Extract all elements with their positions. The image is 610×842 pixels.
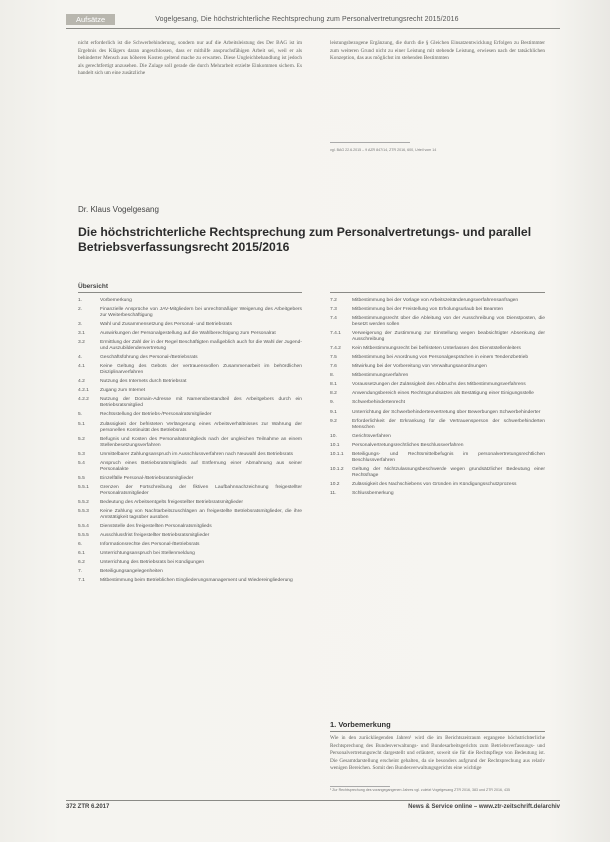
toc-entry — [330, 400, 545, 406]
toc-entry-title: Nutzung des Internets durch Betriebsrat — [100, 379, 187, 385]
toc-entry-number: 2. — [78, 307, 83, 313]
toc-entry-number: 5.5 — [78, 475, 85, 481]
toc-entry-title: Nutzung der Domain-Adresse mit Namensbestandteil des Arbeitgebers durch ein Betriebsratsmitglied — [100, 397, 302, 409]
toc-entry-title: Unterrichtung des Betriebsrats bei Kündigungen — [100, 560, 205, 566]
toc-entry — [330, 373, 545, 379]
toc-entry-number: 5.4 — [78, 460, 85, 466]
toc-entry-title: Keine Zahlung von Nachtarbeitszuschlägen an freigestellte Betriebsratsmitglieder, die ihre Amtstätigkeit tagsüber ausüben — [100, 508, 302, 520]
top-right-column — [330, 40, 545, 124]
section-rule — [330, 731, 545, 732]
toc-entry-number: 5.2 — [78, 436, 85, 442]
toc-entry-number: 10.1 — [330, 442, 340, 448]
toc-entry-number: 7. — [78, 569, 83, 575]
running-header — [66, 12, 560, 26]
toc-entry-title: Bedeutung des Arbeitsentgelts freigestellter Betriebsratsmitglieder — [100, 499, 243, 505]
toc-entry-number: 4.2.1 — [78, 388, 89, 394]
toc-entry-title: Informationsrechte des Personal-/Betriebsrats — [100, 541, 200, 547]
toc-entry — [330, 482, 545, 488]
toc-entry-number: 6.1 — [78, 551, 85, 557]
toc-entry — [330, 346, 545, 352]
toc-entry-number: 10.1.1 — [330, 451, 344, 457]
section-heading: 1. Vorbemerkung — [330, 720, 391, 729]
section-text: Wie in den zurückliegenden Jahren¹ wird die im Berichtszeitraum ergangene höchstrichterliche Rechtsprechung des Bundesverwaltungs- und Bundesarbeitsgerichts zum Betriebsverfassungs- und Personalvertretungsrecht dargestellt und erläutert, soweit sie für die Rechtspflege von Bedeutung ist. Die Gesamtdarstellung erscheint gehalten, da sie besonders aufgrund der Rechtsprechung aus relativ wenigen Bereichen. Somit den Bundesverwaltungsgerichts eine wichtige — [330, 735, 545, 772]
toc-entry — [78, 578, 302, 584]
toc-entry-title: Unterrichtungsanspruch bei Stellenmeldung — [100, 551, 195, 557]
toc-entry — [78, 542, 302, 548]
toc-entry-number: 7.2 — [330, 298, 337, 303]
toc-entry-title: Befugnis und Kosten des Personalratsmitglieds nach der ungleichen Teilnahme an einem Stellenbesetzungsverfahren — [100, 436, 302, 448]
toc-entry — [78, 364, 302, 376]
page-footer — [66, 804, 560, 810]
toc-entry-title: Beteiligungsangelegenheiten — [100, 569, 163, 575]
toc-entry-number: 4.2.2 — [78, 397, 89, 403]
toc-entry-title: Schlussbemerkung — [352, 490, 394, 496]
toc-entry — [330, 316, 545, 328]
toc-entry — [78, 551, 302, 557]
toc-entry-title: Kein Mitbestimmungsrecht bei befristeten Unterlassen des Dienststellenleiters — [352, 346, 521, 352]
toc-entry-title: Wahl und Zusammensetzung des Personal- und Betriebsrats — [100, 322, 232, 328]
toc-entry — [78, 569, 302, 575]
toc-entry-title: Zulässigkeit des Nachschiebens von Gründen im Kündigungsschutzprozess — [352, 481, 517, 487]
toc-entry — [330, 391, 545, 397]
toc-entry — [330, 382, 545, 388]
toc-entry-title: Anwendungsbereich eines Rechtsgrundsatzes als Bestätigung einer Einigungsstelle — [352, 391, 534, 397]
toc-entry — [78, 485, 302, 497]
toc-entry — [330, 364, 545, 370]
toc-entry — [330, 434, 545, 440]
toc-entry-number: 5.5.4 — [78, 523, 89, 529]
toc-entry — [78, 476, 302, 482]
toc-entry — [78, 452, 302, 458]
toc-entry — [78, 500, 302, 506]
toc-entry — [78, 322, 302, 328]
toc-entry-number: 5.5.3 — [78, 508, 89, 514]
toc-entry-title: Mitbestimmung bei der Vorlage von Arbeitszeitänderungsverfahrensanfragen — [352, 298, 519, 303]
toc-entry — [78, 388, 302, 394]
top-left-column — [78, 40, 302, 160]
toc-entry — [330, 410, 545, 416]
toc-entry-number: 8.1 — [330, 382, 337, 388]
toc-entry — [330, 491, 545, 497]
toc-entry-title: Unterrichtung der Schwerbehindertenvertretung über Bewerbungen Schwerbehinderter — [352, 409, 541, 415]
toc-entry-title: Zugang zum Internet — [100, 388, 146, 394]
top-right-text: leistungsbezogene Ergänzung, die durch die § Gleichen Einsatzentwicklung Erfolgen zu Bestimmter zum weiteren Grund nicht zu einer Leistung mit stehende Leistung, erwiesen nach der tatsächlichen Konzeption, das aus möglichst im stehenden Bestimmten — [330, 40, 545, 62]
toc-entry-number: 8.2 — [330, 391, 337, 397]
section-badge: Aufsätze — [66, 14, 115, 25]
toc-entry-title: Mitbestimmungsrecht über die Ableitung von der Ausschreibung von Dienstposten, die besetzt werden sollen — [352, 316, 545, 328]
toc-entry — [78, 412, 302, 418]
toc-entry-title: Mitwirkung bei der Vorbereitung von Verwaltungsanordnungen — [352, 364, 487, 370]
toc-entry — [78, 355, 302, 361]
toc-entry-title: Geschäftsführung des Personal-/Betriebsrats — [100, 355, 198, 361]
toc-entry — [330, 298, 545, 304]
footer-rule — [66, 800, 560, 801]
toc-entry — [78, 437, 302, 449]
toc-entry-title: Schwerbehindertenrecht — [352, 400, 406, 406]
toc-entry — [330, 443, 545, 449]
toc-entry — [78, 379, 302, 385]
footnote-rule-2 — [330, 786, 390, 787]
toc-left-column — [78, 298, 302, 587]
toc-entry-number: 5.5.2 — [78, 499, 89, 505]
section-footnote: ¹ Zur Rechtsprechung des vorangegangenen Jahres vgl. zuletzt Vogelgesang ZTR 2016, 383 und ZTR 2016, 435 — [330, 788, 510, 792]
toc-entry-title: Geltung der Nichtzulassungsbeschwerde wegen grundsätzlicher Bedeutung einer Rechtsfrage — [352, 466, 545, 478]
top-left-text: nicht erforderlich ist die Schwerbehinderung, sondern nur auf die Arbeitsleistung des Der BAG ist im Ergebnis des Klägers daran angeschlossen, dass er mithilfe anspruchsfähigen Arbeit sei, weil er als behinderter Mensch aus höheren Kosten geltend mache zu erwarten. Diese Ungleichbehandlung ist jedoch als gerechtfertigt anzusehen. Die Zulage soll gerade die durch Mehrarbeit erzielte Einkommen sichern. Es handelt sich um eine zusätzliche — [78, 40, 302, 77]
toc-entry-title: Gerichtsverfahren — [352, 433, 391, 439]
toc-entry — [330, 467, 545, 479]
toc-entry-number: 7.4 — [330, 316, 337, 322]
toc-entry-title: Einzelfälle Personal-/Betriebsratsmitglieder — [100, 475, 194, 481]
toc-entry-number: 11. — [330, 490, 337, 496]
toc-entry-number: 1. — [78, 298, 83, 303]
toc-entry-title: Anspruch eines Betriebsratsmitglieds auf Entfernung einer Abmahnung aus seiner Personalakte — [100, 460, 302, 472]
toc-entry-number: 9. — [330, 400, 335, 406]
toc-entry-number: 6. — [78, 541, 83, 547]
toc-entry-number: 7.6 — [330, 364, 337, 370]
toc-entry-title: Personalvertretungsrechtliches Beschlussverfahren — [352, 442, 464, 448]
toc-right-rule — [330, 292, 545, 293]
toc-entry-title: Keine Geltung des Gebots der vertrauensvollen Zusammenarbeit im behördlichen Disziplinarverfahren — [100, 364, 302, 376]
toc-entry-number: 8. — [330, 373, 335, 379]
toc-right-column — [330, 298, 545, 500]
toc-entry-number: 7.4.2 — [330, 346, 341, 352]
toc-entry — [78, 533, 302, 539]
header-rule — [66, 28, 560, 29]
toc-entry-number: 3.1 — [78, 331, 85, 337]
author: Dr. Klaus Vogelgesang — [78, 205, 159, 214]
toc-entry-number: 7.3 — [330, 307, 337, 313]
toc-entry — [78, 461, 302, 473]
toc-entry-number: 4.1 — [78, 364, 85, 370]
footer-link[interactable]: News & Service online – www.ztr-zeitschrift.de/archiv — [408, 804, 560, 810]
toc-entry — [330, 452, 545, 464]
toc-entry-title: Verweigerung der Zustimmung zur Einstellung wegen beabsichtigter Absenkung der Ausschreibung — [352, 331, 545, 343]
toc-entry-title: Zulässigkeit der befristeten Verlängerung eines Arbeitsverhältnisses zur Wahrung der personellen Kontinuität des Betriebsrats — [100, 421, 302, 433]
toc-entry-title: Auswirkungen der Personalgestellung auf die Wahlberechtigung zum Personalrat — [100, 331, 276, 337]
toc-entry-number: 4.2 — [78, 379, 85, 385]
toc-entry-number: 7.5 — [330, 355, 337, 361]
toc-entry-title: Mitbestimmung bei der Freistellung von Erholungsurlaub bei Beamten — [352, 307, 504, 313]
toc-entry-title: Mitbestimmung beim Betrieblichen Eingliederungsmanagement und Wiedereingliederung — [100, 578, 293, 584]
toc-entry-title: Rechtsstellung der Betriebs-/Personalratsmitglieder — [100, 412, 212, 418]
footnote-rule — [330, 142, 410, 143]
toc-entry-number: 5. — [78, 412, 83, 418]
toc-entry-number: 5.3 — [78, 451, 85, 457]
toc-entry-number: 5.1 — [78, 421, 85, 427]
top-footnote: vgl. BAG 22.6.2015 – 9 AZR 847/14, ZTR 2016, 600, Urteil vom 14 — [330, 148, 437, 152]
toc-entry — [330, 331, 545, 343]
toc-heading: Übersicht — [78, 283, 108, 290]
toc-entry-title: Vorbemerkung — [100, 298, 132, 303]
toc-entry-number: 7.1 — [78, 578, 85, 584]
toc-entry — [78, 422, 302, 434]
toc-entry-number: 10. — [330, 433, 337, 439]
toc-entry-title: Voraussetzungen der Zulässigkeit des Abbruchs des Mitbestimmungsverfahrens — [352, 382, 526, 388]
toc-entry — [78, 331, 302, 337]
toc-entry — [78, 524, 302, 530]
toc-entry — [78, 307, 302, 319]
toc-entry — [330, 355, 545, 361]
toc-entry-title: Mitbestimmungsverfahren — [352, 373, 409, 379]
toc-entry-number: 5.5.5 — [78, 532, 89, 538]
toc-entry-title: Grenzen der Fortschreibung der fiktiven Laufbahnnachzeichnung freigestellter Personalratsmitglieder — [100, 484, 302, 496]
running-title: Vogelgesang, Die höchstrichterliche Rechtsprechung zum Personalvertretungsrecht 2015/2016 — [155, 15, 459, 23]
toc-entry — [330, 419, 545, 431]
article-title: Die höchstrichterliche Rechtsprechung zum Personalvertretungs- und parallel Betriebsverfassungsrecht 2015/2016 — [78, 225, 532, 254]
toc-entry-number: 3. — [78, 322, 83, 328]
toc-entry-title: Unmittelbarer Zahlungsanspruch im Ausschlussverfahren nach Neuwahl des Betriebsrats — [100, 451, 294, 457]
toc-entry-number: 10.1.2 — [330, 466, 344, 472]
toc-entry-title: Ausschlussfrist freigestellter Betriebsratsmitglieder — [100, 532, 210, 538]
toc-entry — [78, 340, 302, 352]
toc-entry — [78, 509, 302, 521]
toc-entry-title: Dienststelle des freigestellten Personalratsmitglieds — [100, 523, 212, 529]
toc-entry — [78, 298, 302, 304]
toc-entry-number: 9.1 — [330, 409, 337, 415]
section-body — [330, 735, 545, 785]
toc-entry-number: 5.5.1 — [78, 484, 89, 490]
toc-entry-title: Ermittlung der Zahl der in der Regel Beschäftigten maßgeblich auch für die Wahl der Jugend- und Auszubildendenvertretung — [100, 340, 302, 352]
toc-entry-title: Beteiligungs- und Rechtsmittelbefugnis im personalvertretungsrechtlichen Beschlussverfahren — [352, 451, 545, 463]
toc-entry — [78, 397, 302, 409]
toc-left-rule — [78, 292, 302, 293]
toc-entry-number: 4. — [78, 355, 83, 361]
toc-entry-title: Erforderlichkeit der Erkrankung für die Vertrauensperson der schwerbehinderten Menschen — [352, 418, 545, 430]
page-number: 372 ZTR 6.2017 — [66, 804, 110, 810]
toc-entry-number: 9.2 — [330, 418, 337, 424]
toc-entry-title: Mitbestimmung bei Anordnung von Personalgesprächen in einem Tendenzbetrieb — [352, 355, 529, 361]
toc-entry-number: 3.2 — [78, 340, 85, 346]
toc-entry — [330, 307, 545, 313]
toc-entry-number: 6.2 — [78, 560, 85, 566]
toc-entry-title: Finanzielle Ansprüche von JAV-Mitgliedern bei unrechtmäßiger Weigerung des Arbeitgebers zur Weiterbeschäftigung — [100, 307, 302, 319]
toc-entry-number: 7.4.1 — [330, 331, 341, 337]
toc-entry-number: 10.2 — [330, 481, 340, 487]
toc-entry — [78, 560, 302, 566]
